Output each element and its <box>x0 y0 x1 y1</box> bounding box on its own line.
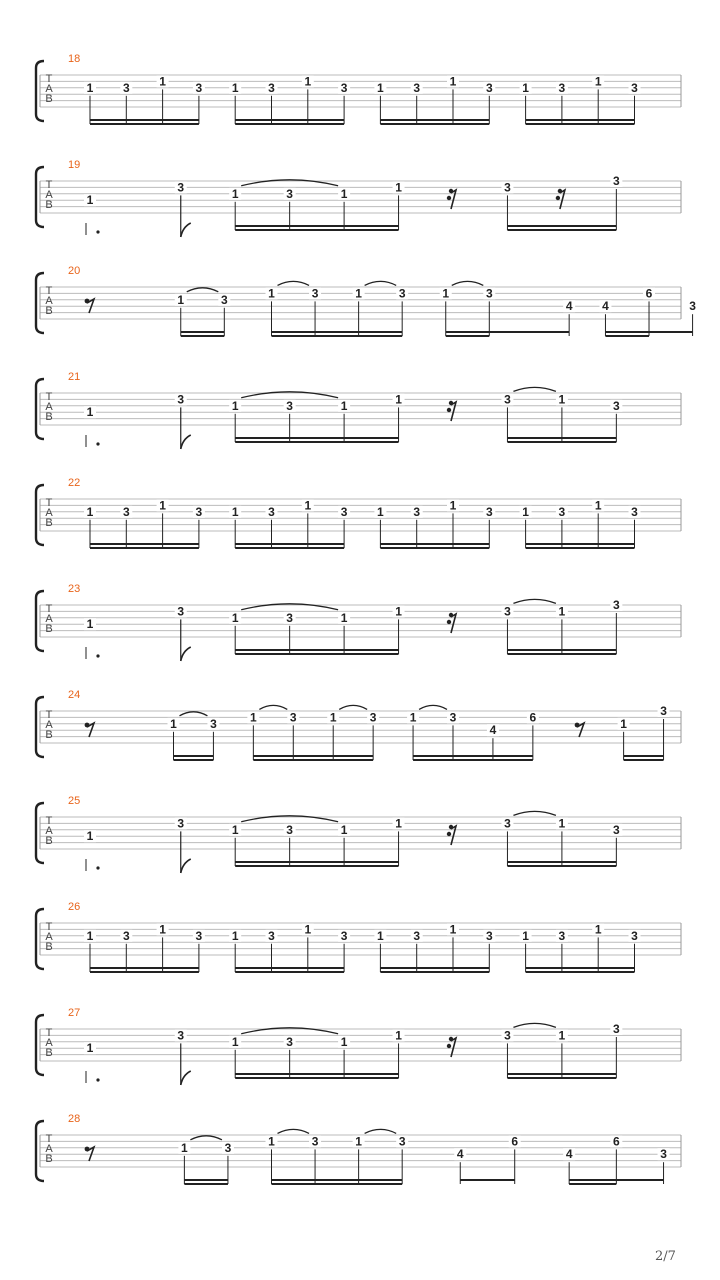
fret-number: 1 <box>395 180 402 195</box>
fret-number: 1 <box>159 74 166 89</box>
fret-number: 6 <box>529 710 537 725</box>
tie-arc <box>339 705 367 709</box>
fret-number: 1 <box>231 928 239 943</box>
tab-system <box>36 371 681 449</box>
tie-arc <box>513 387 555 391</box>
fret-number: 1 <box>522 80 529 95</box>
tab-clef-letter: T <box>45 709 53 721</box>
fret-number: 1 <box>340 1034 348 1049</box>
sixteenth-rest-dot <box>447 196 451 200</box>
fret-number: 1 <box>620 716 627 731</box>
tie-arc <box>365 281 397 285</box>
tab-clef-letter: B <box>45 623 53 635</box>
tab-clef-letter: A <box>45 189 53 201</box>
measure-number: 23 <box>68 583 81 595</box>
measure-number: 25 <box>68 795 81 807</box>
tab-clef-letter: A <box>45 1037 53 1049</box>
fret-number: 1 <box>231 1034 239 1049</box>
sixteenth-rest-dot <box>447 620 451 624</box>
tab-system <box>36 159 681 237</box>
fret-number: 3 <box>311 286 319 301</box>
measure-number: 26 <box>68 901 81 913</box>
fret-number: 1 <box>442 286 450 301</box>
measure-number: 19 <box>68 159 81 171</box>
tab-system <box>36 795 681 873</box>
tab-clef-letter: T <box>45 179 53 191</box>
fret-number: 1 <box>86 405 94 420</box>
fret-number: 3 <box>268 504 275 519</box>
tab-clef-letter: A <box>45 507 53 519</box>
fret-number: 3 <box>504 816 511 831</box>
fret-number: 1 <box>304 498 312 513</box>
fret-number: 1 <box>86 80 94 95</box>
tab-clef-letter: B <box>45 835 53 847</box>
tie-arc <box>179 712 207 716</box>
fret-number: 3 <box>504 180 511 195</box>
fret-number: 1 <box>522 504 529 519</box>
tab-clef-letter: B <box>45 305 53 317</box>
fret-number: 3 <box>558 504 566 519</box>
fret-number: 3 <box>504 1028 511 1043</box>
fret-number: 3 <box>122 504 130 519</box>
fret-number: 1 <box>170 716 177 731</box>
note-flag <box>181 223 191 237</box>
fret-number: 1 <box>340 398 348 413</box>
measure-number: 20 <box>68 265 81 277</box>
fret-number: 1 <box>231 504 239 519</box>
measure-number: 21 <box>68 371 81 383</box>
fret-number: 3 <box>613 174 620 188</box>
tab-system <box>36 1113 681 1184</box>
fret-number: 3 <box>220 292 228 307</box>
fret-number: 3 <box>224 1140 232 1155</box>
fret-number: 1 <box>159 922 166 937</box>
fret-number: 3 <box>177 1028 185 1043</box>
fret-number: 1 <box>86 829 94 844</box>
tab-system <box>36 901 681 972</box>
fret-number: 1 <box>558 392 566 407</box>
fret-number: 1 <box>449 922 457 937</box>
fret-number: 6 <box>511 1134 519 1149</box>
fret-number: 3 <box>340 504 348 519</box>
fret-number: 3 <box>210 716 217 731</box>
tie-arc <box>190 1136 222 1140</box>
fret-number: 4 <box>602 299 609 314</box>
fret-number: 1 <box>231 80 239 95</box>
tab-system <box>36 689 681 760</box>
fret-number: 1 <box>594 74 602 89</box>
tab-clef-letter: B <box>45 199 53 211</box>
tab-system <box>36 477 681 548</box>
fret-number: 3 <box>177 392 185 407</box>
augmentation-dot <box>96 866 99 869</box>
fret-number: 3 <box>485 286 493 301</box>
sixteenth-rest-dot <box>447 408 451 412</box>
fret-number: 1 <box>395 1028 402 1043</box>
augmentation-dot <box>96 654 99 657</box>
fret-number: 1 <box>304 74 312 89</box>
fret-number: 1 <box>395 392 402 407</box>
fret-number: 3 <box>286 186 293 201</box>
fret-number: 3 <box>660 704 667 718</box>
fret-number: 1 <box>250 710 257 725</box>
fret-number: 3 <box>177 816 185 831</box>
fret-number: 1 <box>377 928 384 943</box>
fret-number: 1 <box>522 928 529 943</box>
fret-number: 1 <box>86 1041 94 1056</box>
fret-number: 1 <box>268 286 275 301</box>
fret-number: 1 <box>409 710 417 725</box>
augmentation-dot <box>96 230 99 233</box>
note-flag <box>181 1071 191 1085</box>
fret-number: 3 <box>311 1134 319 1149</box>
tab-clef-letter: T <box>45 1133 53 1145</box>
fret-number: 1 <box>231 398 239 413</box>
fret-number: 3 <box>398 286 406 301</box>
measure-number: 24 <box>68 689 81 701</box>
tab-clef-letter: B <box>45 93 53 105</box>
tab-system <box>36 53 681 124</box>
fret-number: 1 <box>594 922 602 937</box>
fret-number: 3 <box>558 928 566 943</box>
tab-clef-letter: B <box>45 411 53 423</box>
fret-number: 3 <box>195 928 203 943</box>
fret-number: 1 <box>340 610 348 625</box>
tab-clef-letter: A <box>45 825 53 837</box>
fret-number: 1 <box>558 604 566 619</box>
fret-number: 3 <box>631 80 638 95</box>
fret-number: 1 <box>304 922 312 937</box>
measure-number: 28 <box>68 1113 81 1125</box>
fret-number: 1 <box>86 928 94 943</box>
fret-number: 6 <box>613 1134 620 1149</box>
fret-number: 1 <box>181 1140 188 1155</box>
fret-number: 1 <box>86 617 94 632</box>
fret-number: 1 <box>231 186 239 201</box>
fret-number: 4 <box>565 1147 573 1162</box>
note-flag <box>181 859 191 873</box>
fret-number: 3 <box>504 392 511 407</box>
fret-number: 1 <box>329 710 337 725</box>
fret-number: 3 <box>485 928 493 943</box>
fret-number: 1 <box>340 186 348 201</box>
fret-number: 3 <box>286 398 293 413</box>
tab-clef-letter: A <box>45 613 53 625</box>
fret-number: 3 <box>177 604 185 619</box>
fret-number: 1 <box>86 504 94 519</box>
fret-number: 3 <box>398 1134 406 1149</box>
fret-number: 3 <box>268 80 275 95</box>
fret-number: 3 <box>340 80 348 95</box>
fret-number: 3 <box>286 610 293 625</box>
fret-number: 3 <box>689 299 696 314</box>
tab-clef-letter: A <box>45 1143 53 1155</box>
note-flag <box>181 435 191 449</box>
tab-clef-letter: T <box>45 285 53 297</box>
fret-number: 1 <box>177 292 185 307</box>
fret-number: 3 <box>613 1022 620 1036</box>
fret-number: 3 <box>413 928 421 943</box>
tab-clef-letter: T <box>45 73 53 85</box>
fret-number: 3 <box>369 710 377 725</box>
fret-number: 3 <box>631 504 638 519</box>
tab-clef-letter: B <box>45 1153 53 1165</box>
tab-system <box>36 583 681 661</box>
tab-clef-letter: T <box>45 921 53 933</box>
tie-arc <box>452 281 484 285</box>
augmentation-dot <box>96 442 99 445</box>
fret-number: 1 <box>231 610 239 625</box>
fret-number: 1 <box>449 498 457 513</box>
fret-number: 1 <box>594 498 602 513</box>
sixteenth-rest-dot <box>447 832 451 836</box>
fret-number: 1 <box>558 1028 566 1043</box>
tie-arc <box>259 705 287 709</box>
fret-number: 3 <box>558 80 566 95</box>
fret-number: 3 <box>286 822 293 837</box>
fret-number: 1 <box>395 816 402 831</box>
note-flag <box>181 647 191 661</box>
fret-number: 3 <box>631 928 638 943</box>
tie-arc <box>513 1023 555 1027</box>
fret-number: 3 <box>289 710 297 725</box>
tie-arc <box>278 1129 310 1133</box>
measure-number: 22 <box>68 477 81 489</box>
fret-number: 4 <box>565 299 573 314</box>
tab-clef-letter: T <box>45 815 53 827</box>
fret-number: 3 <box>122 80 130 95</box>
fret-number: 1 <box>355 1134 362 1149</box>
fret-number: 3 <box>613 822 620 837</box>
fret-number: 1 <box>395 604 402 619</box>
fret-number: 1 <box>377 80 384 95</box>
tab-clef-letter: A <box>45 401 53 413</box>
tab-clef-letter: B <box>45 1047 53 1059</box>
tab-clef-letter: T <box>45 1027 53 1039</box>
sixteenth-rest-dot <box>447 1044 451 1048</box>
tie-arc <box>419 705 447 709</box>
fret-number: 3 <box>195 80 203 95</box>
sixteenth-rest-dot <box>556 196 560 200</box>
fret-number: 3 <box>485 80 493 95</box>
augmentation-dot <box>96 1078 99 1081</box>
fret-number: 1 <box>268 1134 275 1149</box>
fret-number: 3 <box>177 180 185 195</box>
tab-clef-letter: T <box>45 391 53 403</box>
fret-number: 3 <box>122 928 130 943</box>
tie-arc <box>187 288 219 292</box>
measure-number: 18 <box>68 53 81 65</box>
tie-arc <box>365 1129 397 1133</box>
fret-number: 3 <box>485 504 493 519</box>
tie-arc <box>513 599 555 603</box>
fret-number: 3 <box>413 504 421 519</box>
fret-number: 3 <box>613 598 620 612</box>
tab-system <box>36 265 699 336</box>
tab-clef-letter: B <box>45 941 53 953</box>
fret-number: 3 <box>268 928 275 943</box>
fret-number: 3 <box>449 710 457 725</box>
tab-clef-letter: B <box>45 729 53 741</box>
tie-arc <box>278 281 310 285</box>
fret-number: 1 <box>231 822 239 837</box>
fret-number: 3 <box>286 1034 293 1049</box>
fret-number: 4 <box>456 1147 464 1162</box>
fret-number: 1 <box>377 504 384 519</box>
tab-clef-letter: A <box>45 931 53 943</box>
tab-system <box>36 1007 681 1085</box>
fret-number: 1 <box>355 286 362 301</box>
fret-number: 3 <box>504 604 511 619</box>
fret-number: 4 <box>489 723 497 738</box>
tab-clef-letter: A <box>45 719 53 731</box>
tab-clef-letter: A <box>45 295 53 307</box>
tab-clef-letter: T <box>45 497 53 509</box>
tab-clef-letter: A <box>45 83 53 95</box>
fret-number: 3 <box>413 80 421 95</box>
tab-clef-letter: B <box>45 517 53 529</box>
measure-number: 27 <box>68 1007 81 1019</box>
fret-number: 1 <box>449 74 457 89</box>
tab-clef-letter: T <box>45 603 53 615</box>
page-number: 2/7 <box>655 1249 676 1264</box>
fret-number: 1 <box>86 193 94 208</box>
fret-number: 1 <box>159 498 166 513</box>
fret-number: 6 <box>645 286 653 301</box>
fret-number: 3 <box>195 504 203 519</box>
fret-number: 3 <box>613 398 620 413</box>
fret-number: 1 <box>558 816 566 831</box>
fret-number: 3 <box>340 928 348 943</box>
fret-number: 3 <box>660 1147 667 1162</box>
fret-number: 1 <box>340 822 348 837</box>
tie-arc <box>513 811 555 815</box>
